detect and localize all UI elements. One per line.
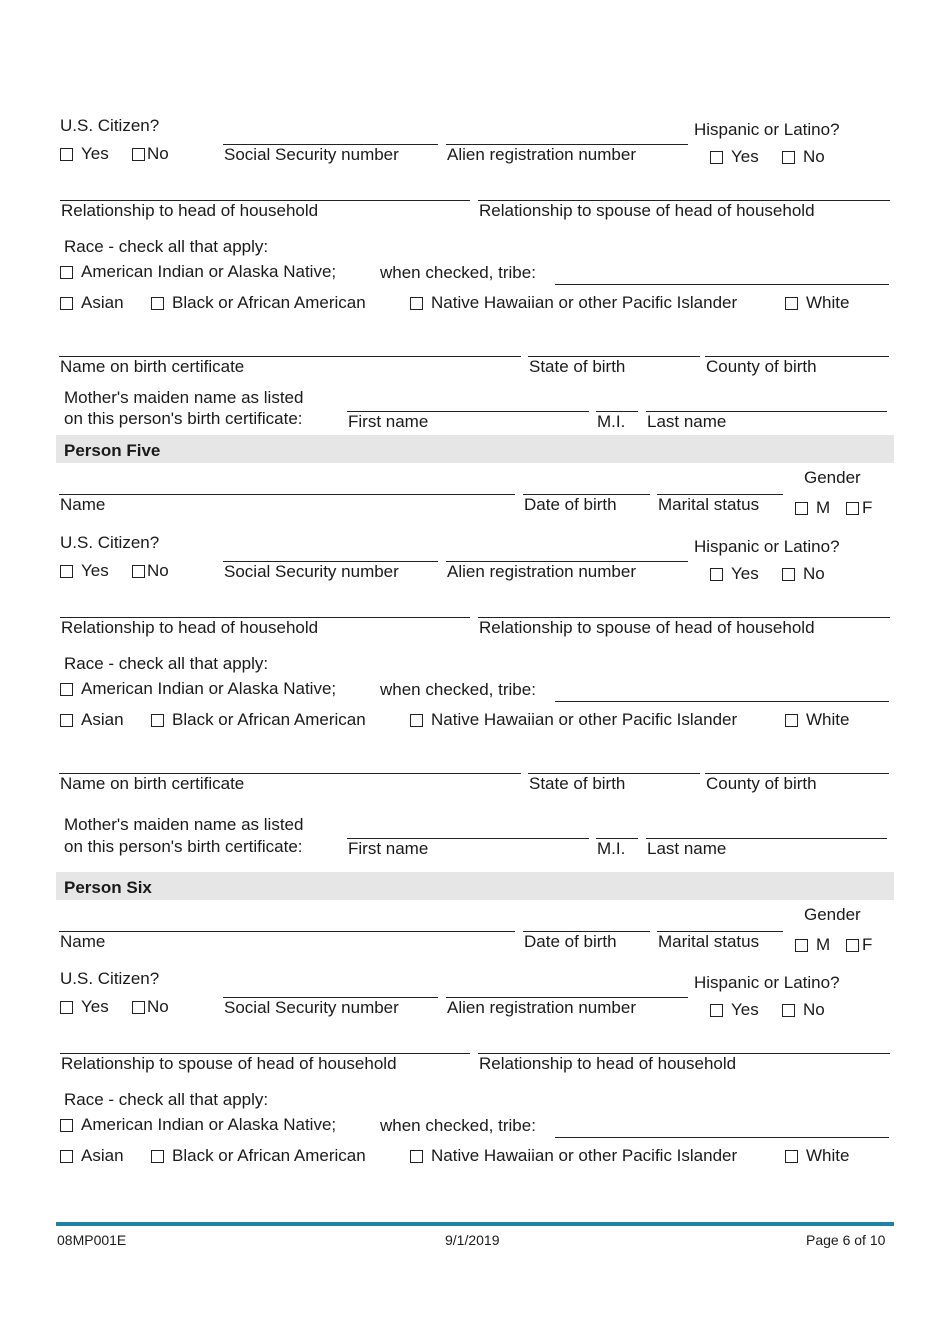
hispanic-yes-checkbox[interactable] [710,564,759,584]
checkbox-label: Black or African American [172,293,366,312]
checkbox-label: Black or African American [172,1146,366,1165]
section-header [56,435,894,463]
checkbox-icon [60,1150,73,1163]
checkbox-icon [60,683,73,696]
checkbox-icon [785,1150,798,1163]
checkbox-icon [151,1150,164,1163]
hispanic-yes-checkbox[interactable] [710,1000,759,1020]
hispanic-no-checkbox[interactable] [782,147,825,167]
checkbox-label: Asian [81,710,124,729]
us-citizen-label: U.S. Citizen? [60,116,160,135]
race-black-checkbox[interactable] [151,1146,366,1166]
us-citizen-label: U.S. Citizen? [60,969,160,988]
tribe-field[interactable] [555,701,889,702]
relationship-spouse-label: Relationship to spouse of head of household [479,201,815,220]
ssn-label: Social Security number [224,998,399,1017]
race-prompt: Race - check all that apply: [64,237,269,256]
footer-divider [56,1222,894,1226]
race-american-indian-checkbox[interactable] [60,262,336,282]
state-of-birth-label: State of birth [529,774,626,793]
gender-f-checkbox[interactable] [846,935,872,955]
checkbox-icon [795,502,808,515]
checkbox-icon [846,939,859,952]
gender-label: Gender [804,905,861,924]
relationship-spouse-label: Relationship to spouse of head of household [479,618,815,637]
checkbox-icon [795,939,808,952]
birth-cert-name-label: Name on birth certificate [60,774,245,793]
gender-f-checkbox[interactable] [846,498,872,518]
race-white-checkbox[interactable] [785,293,849,313]
hispanic-yes-checkbox[interactable] [710,147,759,167]
checkbox-label: Native Hawaiian or other Pacific Islander [431,1146,738,1165]
revision-date: 9/1/2019 [445,1232,500,1248]
race-hawaiian-checkbox[interactable] [410,293,737,313]
first-name-label: First name [348,412,429,431]
checkbox-icon [710,1004,723,1017]
race-black-checkbox[interactable] [151,710,366,730]
tribe-field[interactable] [555,1137,889,1138]
checkbox-icon [782,1004,795,1017]
citizen-no-checkbox[interactable] [132,144,169,164]
alien-registration-label: Alien registration number [447,145,636,164]
checkbox-label: No [803,147,825,166]
tribe-field[interactable] [555,284,889,285]
race-hawaiian-checkbox[interactable] [410,1146,737,1166]
relationship-head-label: Relationship to head of household [61,201,319,220]
hispanic-label: Hispanic or Latino? [694,537,840,556]
mother-maiden-label-line2: on this person's birth certificate: [64,837,303,856]
alien-registration-label: Alien registration number [447,998,636,1017]
ssn-label: Social Security number [224,145,399,164]
race-asian-checkbox[interactable] [60,293,124,313]
mi-label: M.I. [597,412,626,431]
checkbox-label: Native Hawaiian or other Pacific Islander [431,293,738,312]
first-name-label: First name [348,839,429,858]
race-asian-checkbox[interactable] [60,710,124,730]
citizen-yes-checkbox[interactable] [60,561,109,581]
dob-label: Date of birth [524,495,617,514]
last-name-label: Last name [647,412,727,431]
checkbox-label: No [803,1000,825,1019]
checkbox-label: Yes [81,561,109,580]
relationship-spouse-label: Relationship to spouse of head of household [61,1054,397,1073]
checkbox-label: M [816,498,831,517]
county-of-birth-label: County of birth [706,774,817,793]
checkbox-icon [60,565,73,578]
tribe-label: when checked, tribe: [380,680,536,699]
form-id: 08MP001E [57,1232,127,1248]
checkbox-label: American Indian or Alaska Native; [81,262,337,281]
checkbox-label: No [147,561,169,580]
hispanic-label: Hispanic or Latino? [694,120,840,139]
name-field[interactable] [59,931,515,932]
checkbox-icon [60,266,73,279]
state-of-birth-label: State of birth [529,357,626,376]
relationship-head-label: Relationship to head of household [61,618,319,637]
race-white-checkbox[interactable] [785,710,849,730]
ssn-label: Social Security number [224,562,399,581]
checkbox-icon [60,1001,73,1014]
checkbox-icon [410,1150,423,1163]
race-prompt: Race - check all that apply: [64,1090,269,1109]
citizen-no-checkbox[interactable] [132,561,169,581]
mi-label: M.I. [597,839,626,858]
checkbox-icon [60,297,73,310]
checkbox-icon [132,148,145,161]
checkbox-icon [60,148,73,161]
alien-registration-label: Alien registration number [447,562,636,581]
hispanic-label: Hispanic or Latino? [694,973,840,992]
gender-m-checkbox[interactable] [795,498,830,518]
tribe-label: when checked, tribe: [380,263,536,282]
checkbox-label: M [816,935,831,954]
checkbox-icon [846,502,859,515]
race-white-checkbox[interactable] [785,1146,849,1166]
checkbox-label: Yes [731,147,759,166]
name-field[interactable] [59,494,515,495]
checkbox-label: Asian [81,293,124,312]
checkbox-icon [151,297,164,310]
race-asian-checkbox[interactable] [60,1146,124,1166]
checkbox-icon [132,1001,145,1014]
checkbox-label: Native Hawaiian or other Pacific Islander [431,710,738,729]
hispanic-no-checkbox[interactable] [782,1000,825,1020]
checkbox-label: American Indian or Alaska Native; [81,1115,337,1134]
checkbox-label: White [806,293,850,312]
checkbox-label: Yes [81,997,109,1016]
checkbox-icon [710,568,723,581]
checkbox-label: No [147,997,169,1016]
relationship-head-label: Relationship to head of household [479,1054,737,1073]
citizen-no-checkbox[interactable] [132,997,169,1017]
mother-maiden-label-line1: Mother's maiden name as listed [64,388,304,407]
checkbox-label: Yes [731,1000,759,1019]
checkbox-label: Asian [81,1146,124,1165]
last-name-label: Last name [647,839,727,858]
mother-maiden-label-line2: on this person's birth certificate: [64,409,303,428]
checkbox-icon [785,297,798,310]
race-american-indian-checkbox[interactable] [60,679,336,699]
race-black-checkbox[interactable] [151,293,366,313]
page-number: Page 6 of 10 [806,1232,886,1248]
checkbox-label: No [147,144,169,163]
checkbox-label: Yes [81,144,109,163]
dob-label: Date of birth [524,932,617,951]
tribe-label: when checked, tribe: [380,1116,536,1135]
checkbox-icon [132,565,145,578]
name-label: Name [60,495,106,514]
checkbox-icon [60,1119,73,1132]
county-of-birth-label: County of birth [706,357,817,376]
citizen-yes-checkbox[interactable] [60,997,109,1017]
birth-cert-name-label: Name on birth certificate [60,357,245,376]
checkbox-icon [60,714,73,727]
checkbox-label: White [806,1146,850,1165]
marital-status-label: Marital status [658,495,760,514]
checkbox-icon [782,568,795,581]
checkbox-icon [785,714,798,727]
race-hawaiian-checkbox[interactable] [410,710,737,730]
citizen-yes-checkbox[interactable] [60,144,109,164]
marital-status-label: Marital status [658,932,760,951]
checkbox-label: American Indian or Alaska Native; [81,679,337,698]
section-header [56,872,894,900]
checkbox-label: Black or African American [172,710,366,729]
gender-label: Gender [804,468,861,487]
checkbox-label: F [862,498,873,517]
gender-m-checkbox[interactable] [795,935,830,955]
us-citizen-label: U.S. Citizen? [60,533,160,552]
checkbox-icon [151,714,164,727]
race-prompt: Race - check all that apply: [64,654,269,673]
name-label: Name [60,932,106,951]
checkbox-icon [710,151,723,164]
checkbox-icon [410,297,423,310]
section-title: Person Six [64,878,152,897]
checkbox-icon [782,151,795,164]
mother-maiden-label-line1: Mother's maiden name as listed [64,815,304,834]
checkbox-label: White [806,710,850,729]
checkbox-icon [410,714,423,727]
checkbox-label: F [862,935,873,954]
hispanic-no-checkbox[interactable] [782,564,825,584]
checkbox-label: Yes [731,564,759,583]
section-title: Person Five [64,441,161,460]
race-american-indian-checkbox[interactable] [60,1115,336,1135]
checkbox-label: No [803,564,825,583]
